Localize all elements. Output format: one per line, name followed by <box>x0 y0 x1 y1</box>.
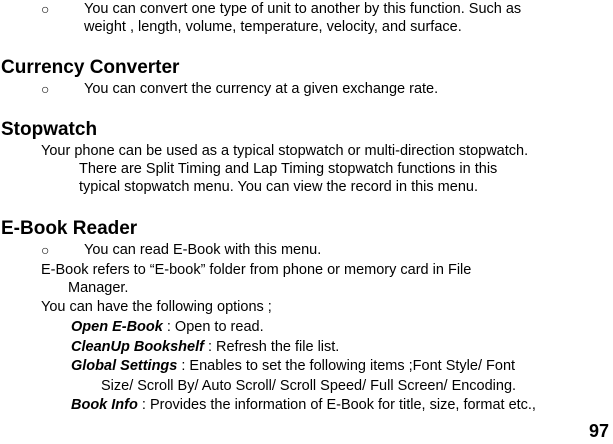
option-name: Global Settings <box>71 358 178 374</box>
option-desc: : Provides the information of E-Book for title, size, format etc., <box>137 397 536 413</box>
bullet-icon: ○ <box>41 1 50 17</box>
ebook-text-line2: E-Book refers to “E-book” folder from phone or memory card in File <box>41 262 472 278</box>
ebook-text-line4: You can have the following options ; <box>41 299 272 315</box>
option-cleanup-bookshelf <box>71 338 339 356</box>
bullet-icon: ○ <box>41 242 50 258</box>
option-desc: : Open to read. <box>162 319 264 335</box>
option-name: CleanUp Bookshelf <box>71 339 204 355</box>
stopwatch-heading: Stopwatch <box>1 119 98 140</box>
option-book-info <box>71 396 536 414</box>
units-text-line1: You can convert one type of unit to another by this function. Such as <box>84 1 522 17</box>
ebook-text-line3: Manager. <box>68 280 129 296</box>
stopwatch-text-line3: typical stopwatch menu. You can view the record in this menu. <box>79 179 478 195</box>
currency-heading: Currency Converter <box>1 57 180 78</box>
option-global-settings <box>71 357 515 375</box>
global-settings-continued: Size/ Scroll By/ Auto Scroll/ Scroll Speed/ Full Screen/ Encoding. <box>101 378 517 394</box>
ebook-text-line1: You can read E-Book with this menu. <box>84 242 322 258</box>
option-name: Book Info <box>71 397 138 413</box>
page-number: 97 <box>588 421 609 441</box>
stopwatch-text-line1: Your phone can be used as a typical stopwatch or multi-direction stopwatch. <box>41 143 529 159</box>
units-text-line2: weight , length, volume, temperature, velocity, and surface. <box>84 19 462 35</box>
option-open-ebook <box>71 318 264 336</box>
ebook-heading: E-Book Reader <box>1 218 138 239</box>
option-name: Open E-Book <box>71 319 163 335</box>
option-desc: : Enables to set the following items ;Font Style/ Font <box>177 358 516 374</box>
option-desc: : Refresh the file list. <box>203 339 340 355</box>
currency-text: You can convert the currency at a given exchange rate. <box>84 81 439 97</box>
stopwatch-text-line2: There are Split Timing and Lap Timing stopwatch functions in this <box>79 161 498 177</box>
bullet-icon: ○ <box>41 81 50 97</box>
